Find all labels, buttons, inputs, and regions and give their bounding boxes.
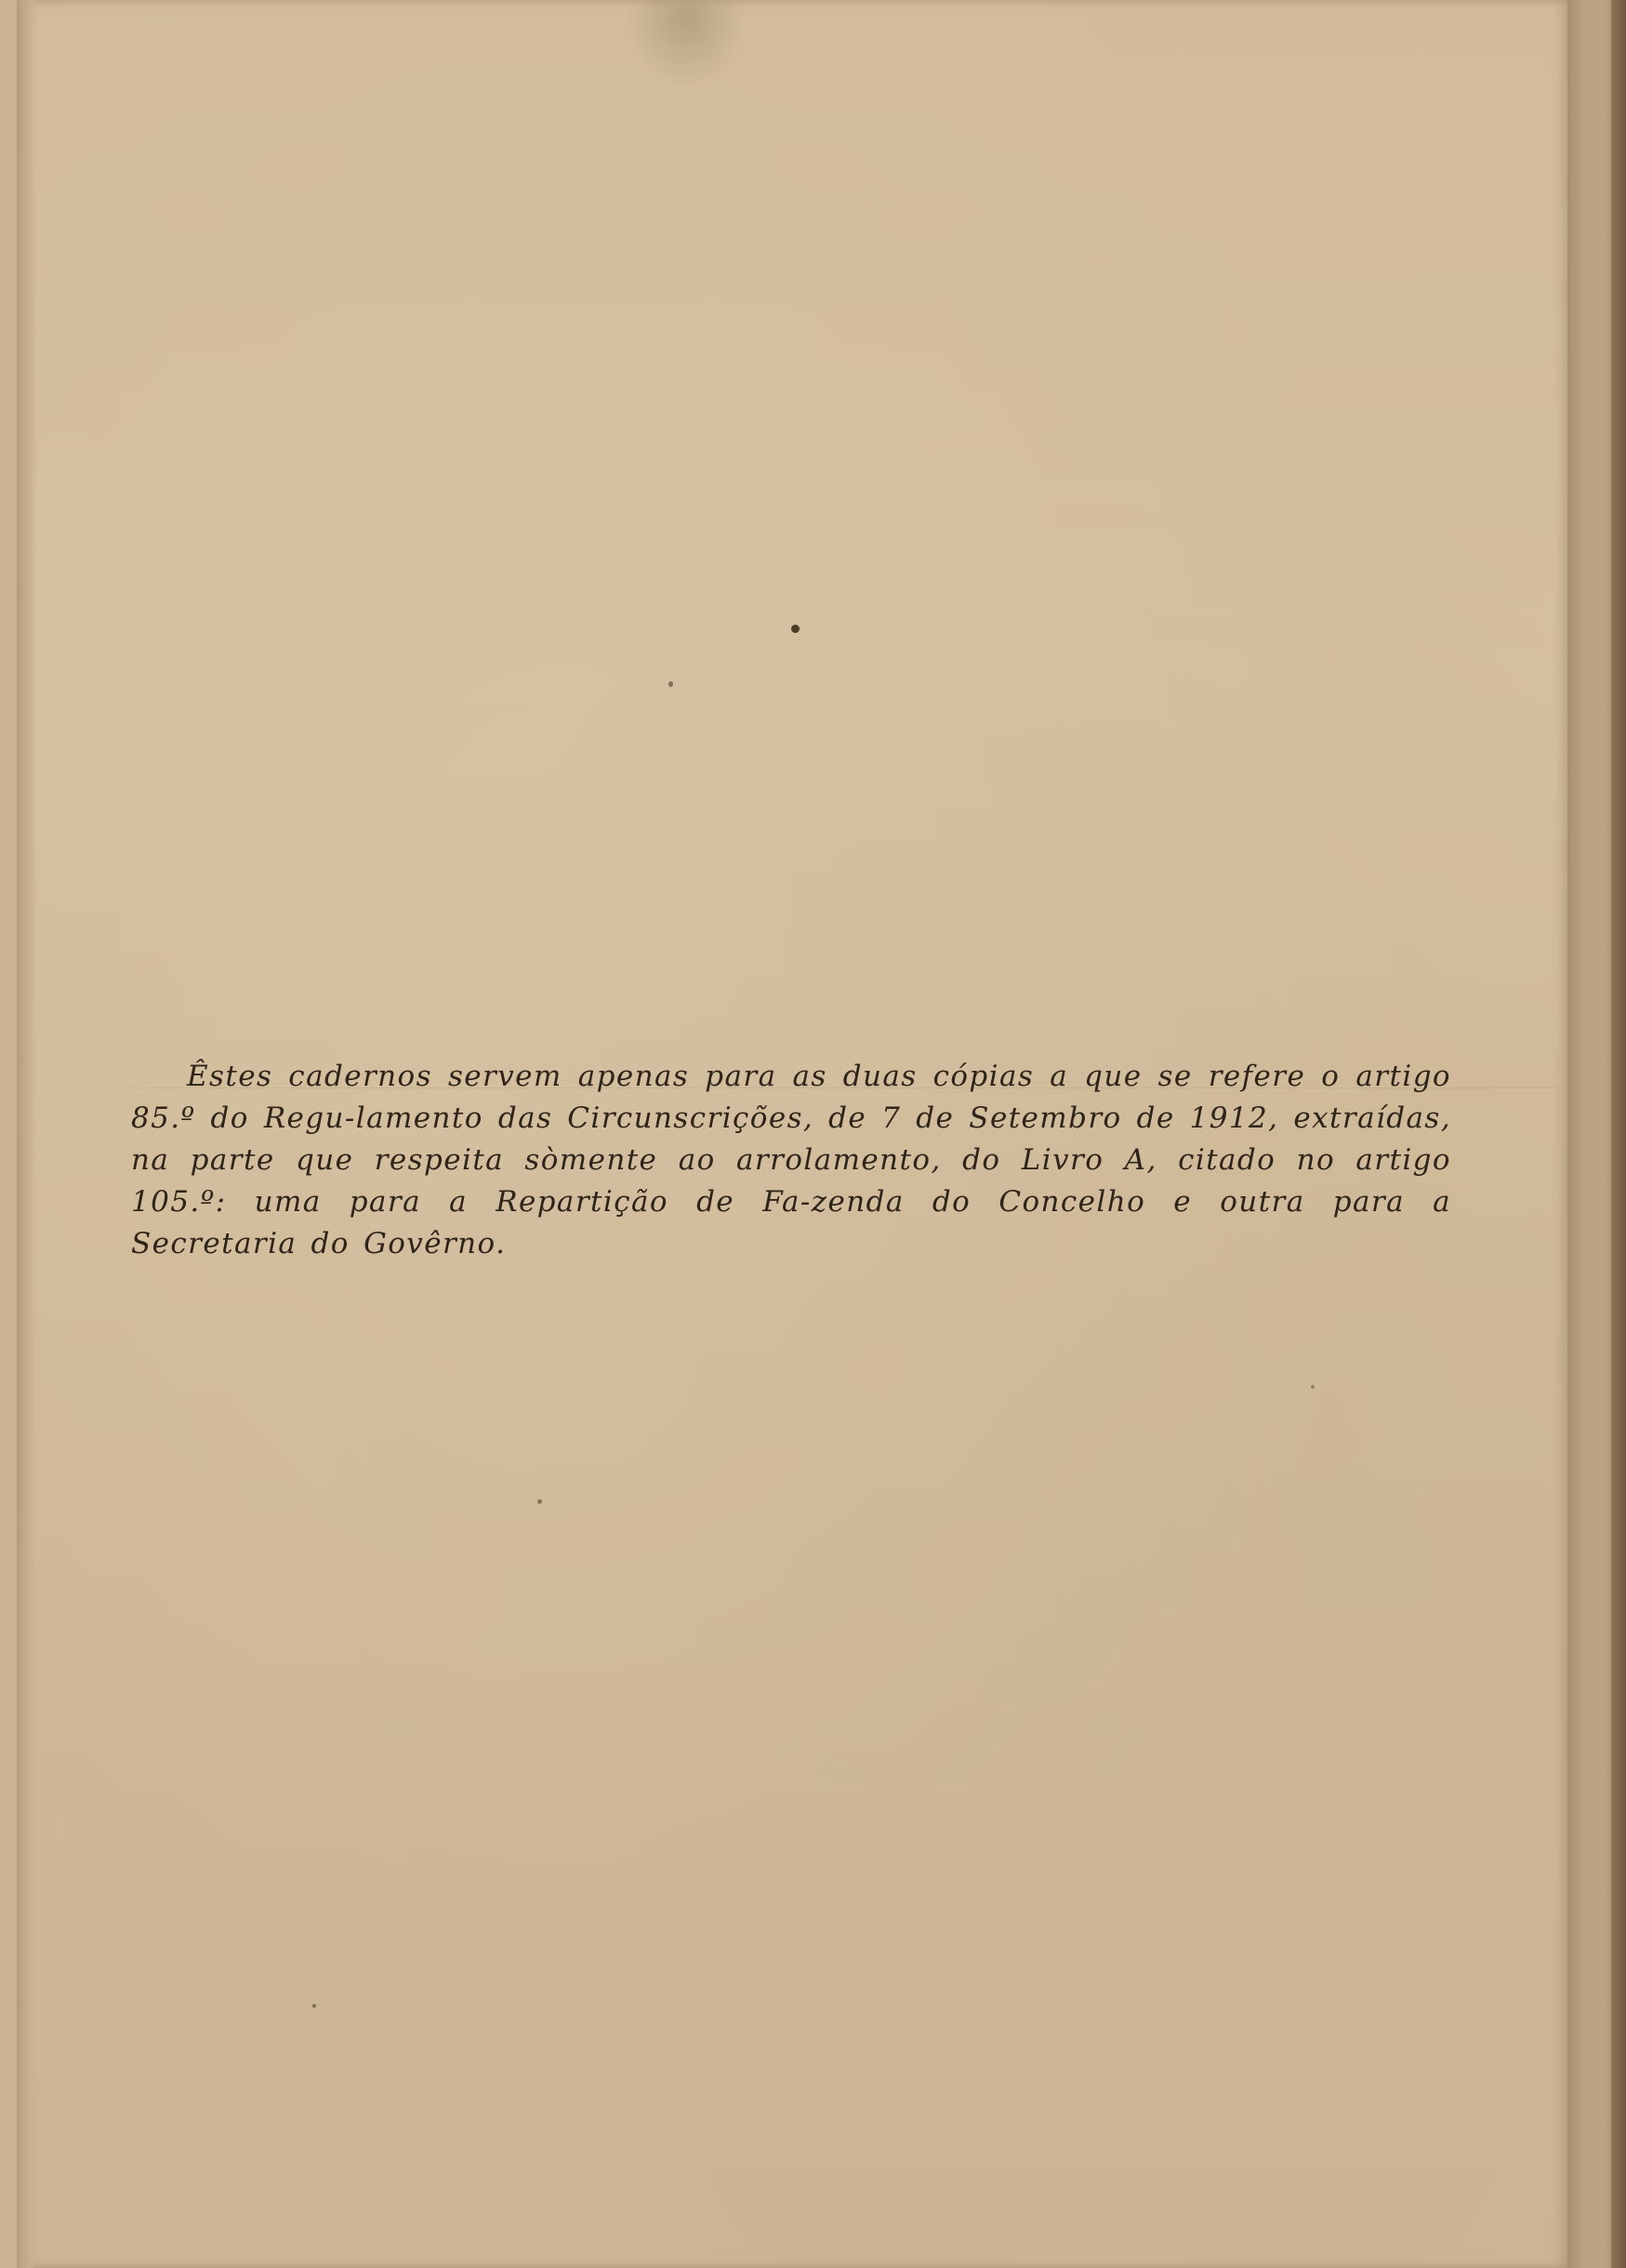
right-binding-edge — [1611, 0, 1626, 2268]
ink-speck — [668, 681, 673, 687]
ink-speck — [537, 1499, 542, 1504]
top-tear-mark — [626, 0, 747, 88]
document-paragraph: Êstes cadernos servem apenas para as duas cópias a que se refere o artigo 85.º do Regu-lamento das Circunscrições, de 7 de Setembro de 1912, extraídas, na parte que respeita sòmente ao arrolamento, do Livro A, citado no artigo 105.º: uma para a Repartição de Fa-zenda do Concelho e outra para a Secretaria do Govêrno. — [131, 1060, 1451, 1260]
ink-speck — [791, 625, 800, 633]
ink-speck — [312, 2004, 316, 2008]
paper-sheet — [17, 0, 1567, 2268]
ink-speck — [1311, 1385, 1315, 1389]
left-page-edge — [17, 0, 37, 2268]
